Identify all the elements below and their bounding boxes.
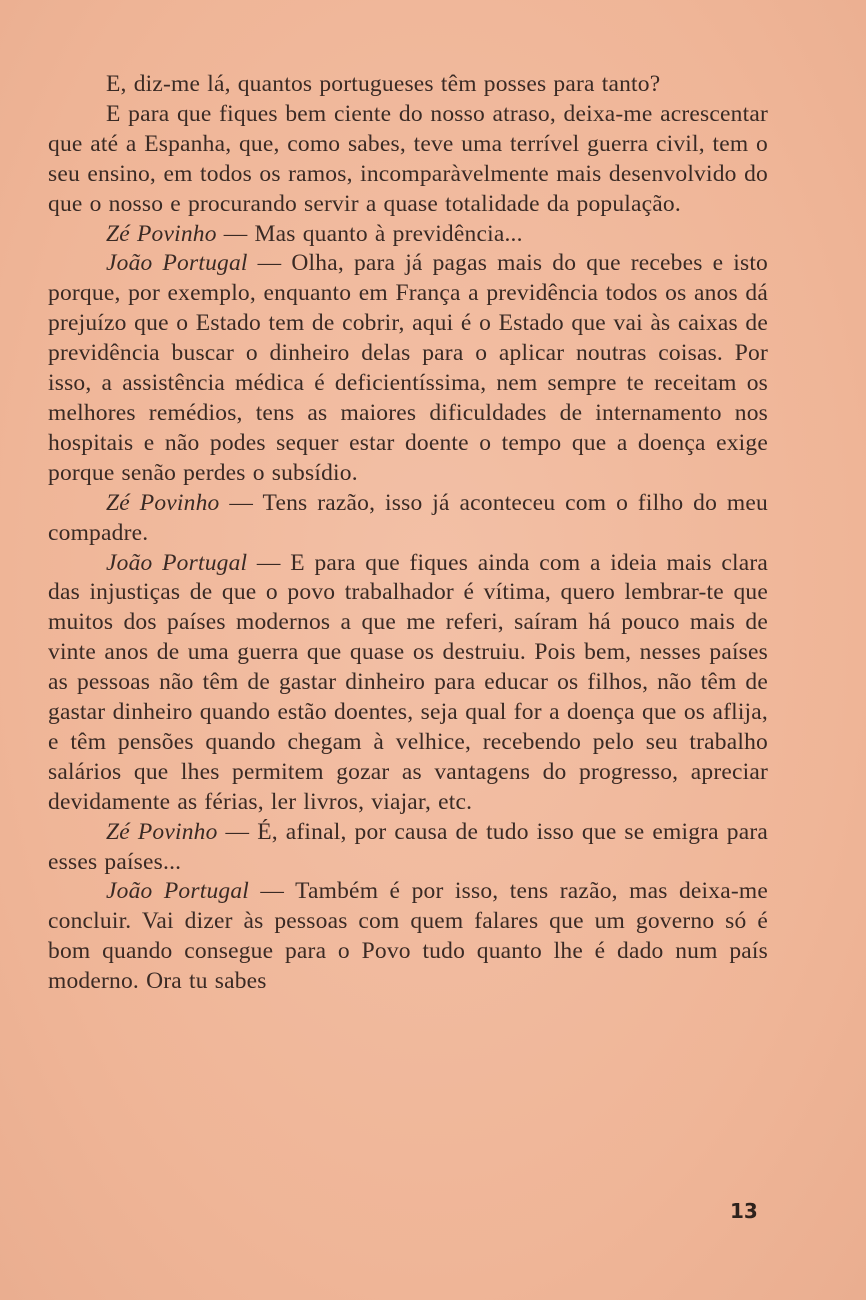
paragraph-4 — [48, 249, 768, 488]
speaker-name: João Portugal — [106, 878, 250, 905]
paragraph-text: — Também é por isso, tens razão, mas deixa-me concluir. Vai dizer às pessoas com quem falares que um governo só é bom quando consegue para o Povo tudo quanto lhe é dado num país moderno. Ora tu sabes — [48, 878, 768, 995]
paragraph-text: E para que fiques bem ciente do nosso atraso, deixa-me acrescentar que até a Espanha, que, como sabes, teve uma terrível guerra civil, tem o seu ensino, em todos os ramos, incomparàvelmente mais desenvolvido do que o nosso e procurando servir a quase totalidade da população. — [48, 100, 768, 217]
speaker-name: João Portugal — [106, 549, 248, 576]
body-text — [48, 70, 768, 997]
speaker-name: João Portugal — [106, 250, 248, 277]
paragraph-text: — É, afinal, por causa de tudo isso que se emigra para esses países... — [48, 818, 768, 875]
page-number: 13 — [730, 1199, 758, 1223]
paragraph-text: — Tens razão, isso já aconteceu com o filho do meu compadre. — [48, 489, 768, 546]
paragraph-text: — E para que fiques ainda com a ideia mais clara das injustiças de que o povo trabalhador é vítima, quero lembrar-te que muitos dos países modernos a que me referi, saíram há pouco mais de vinte anos de uma guerra que quase os destruiu. Pois bem, nesses países as pessoas não têm de gastar dinheiro para educar os filhos, não têm de gastar dinheiro quando estão doentes, seja qual for a doença que os aflija, e têm pensões quando chegam à velhice, recebendo pelo seu trabalho salários que lhes permitem gozar as vantagens do progresso, apreciar devidamente as férias, ler livros, viajar, etc. — [48, 549, 768, 815]
paragraph-8 — [48, 877, 768, 997]
paragraph-text: — Mas quanto à previdência... — [216, 220, 523, 247]
paragraph-5 — [48, 489, 768, 549]
speaker-name: Zé Povinho — [106, 818, 218, 845]
paragraph-2 — [48, 100, 768, 220]
paragraph-3 — [48, 220, 768, 250]
paragraph-1 — [48, 70, 768, 100]
paragraph-6 — [48, 549, 768, 818]
paragraph-text: — Olha, para já pagas mais do que recebes e isto porque, por exemplo, enquanto em França a previdência todos os anos dá prejuízo que o Estado tem de cobrir, aqui é o Estado que vai às caixas de previdência buscar o dinheiro delas para o aplicar noutras coisas. Por isso, a assistência médica é deficientíssima, nem sempre te receitam os melhores remédios, tens as maiores dificuldades de internamento nos hospitais e não podes sequer estar doente o tempo que a doença exige porque senão perdes o subsídio. — [48, 250, 768, 486]
speaker-name: Zé Povinho — [106, 220, 217, 247]
speaker-name: Zé Povinho — [106, 489, 220, 516]
paragraph-7 — [48, 818, 768, 878]
paragraph-text: E, diz-me lá, quantos portugueses têm posses para tanto? — [106, 71, 661, 97]
